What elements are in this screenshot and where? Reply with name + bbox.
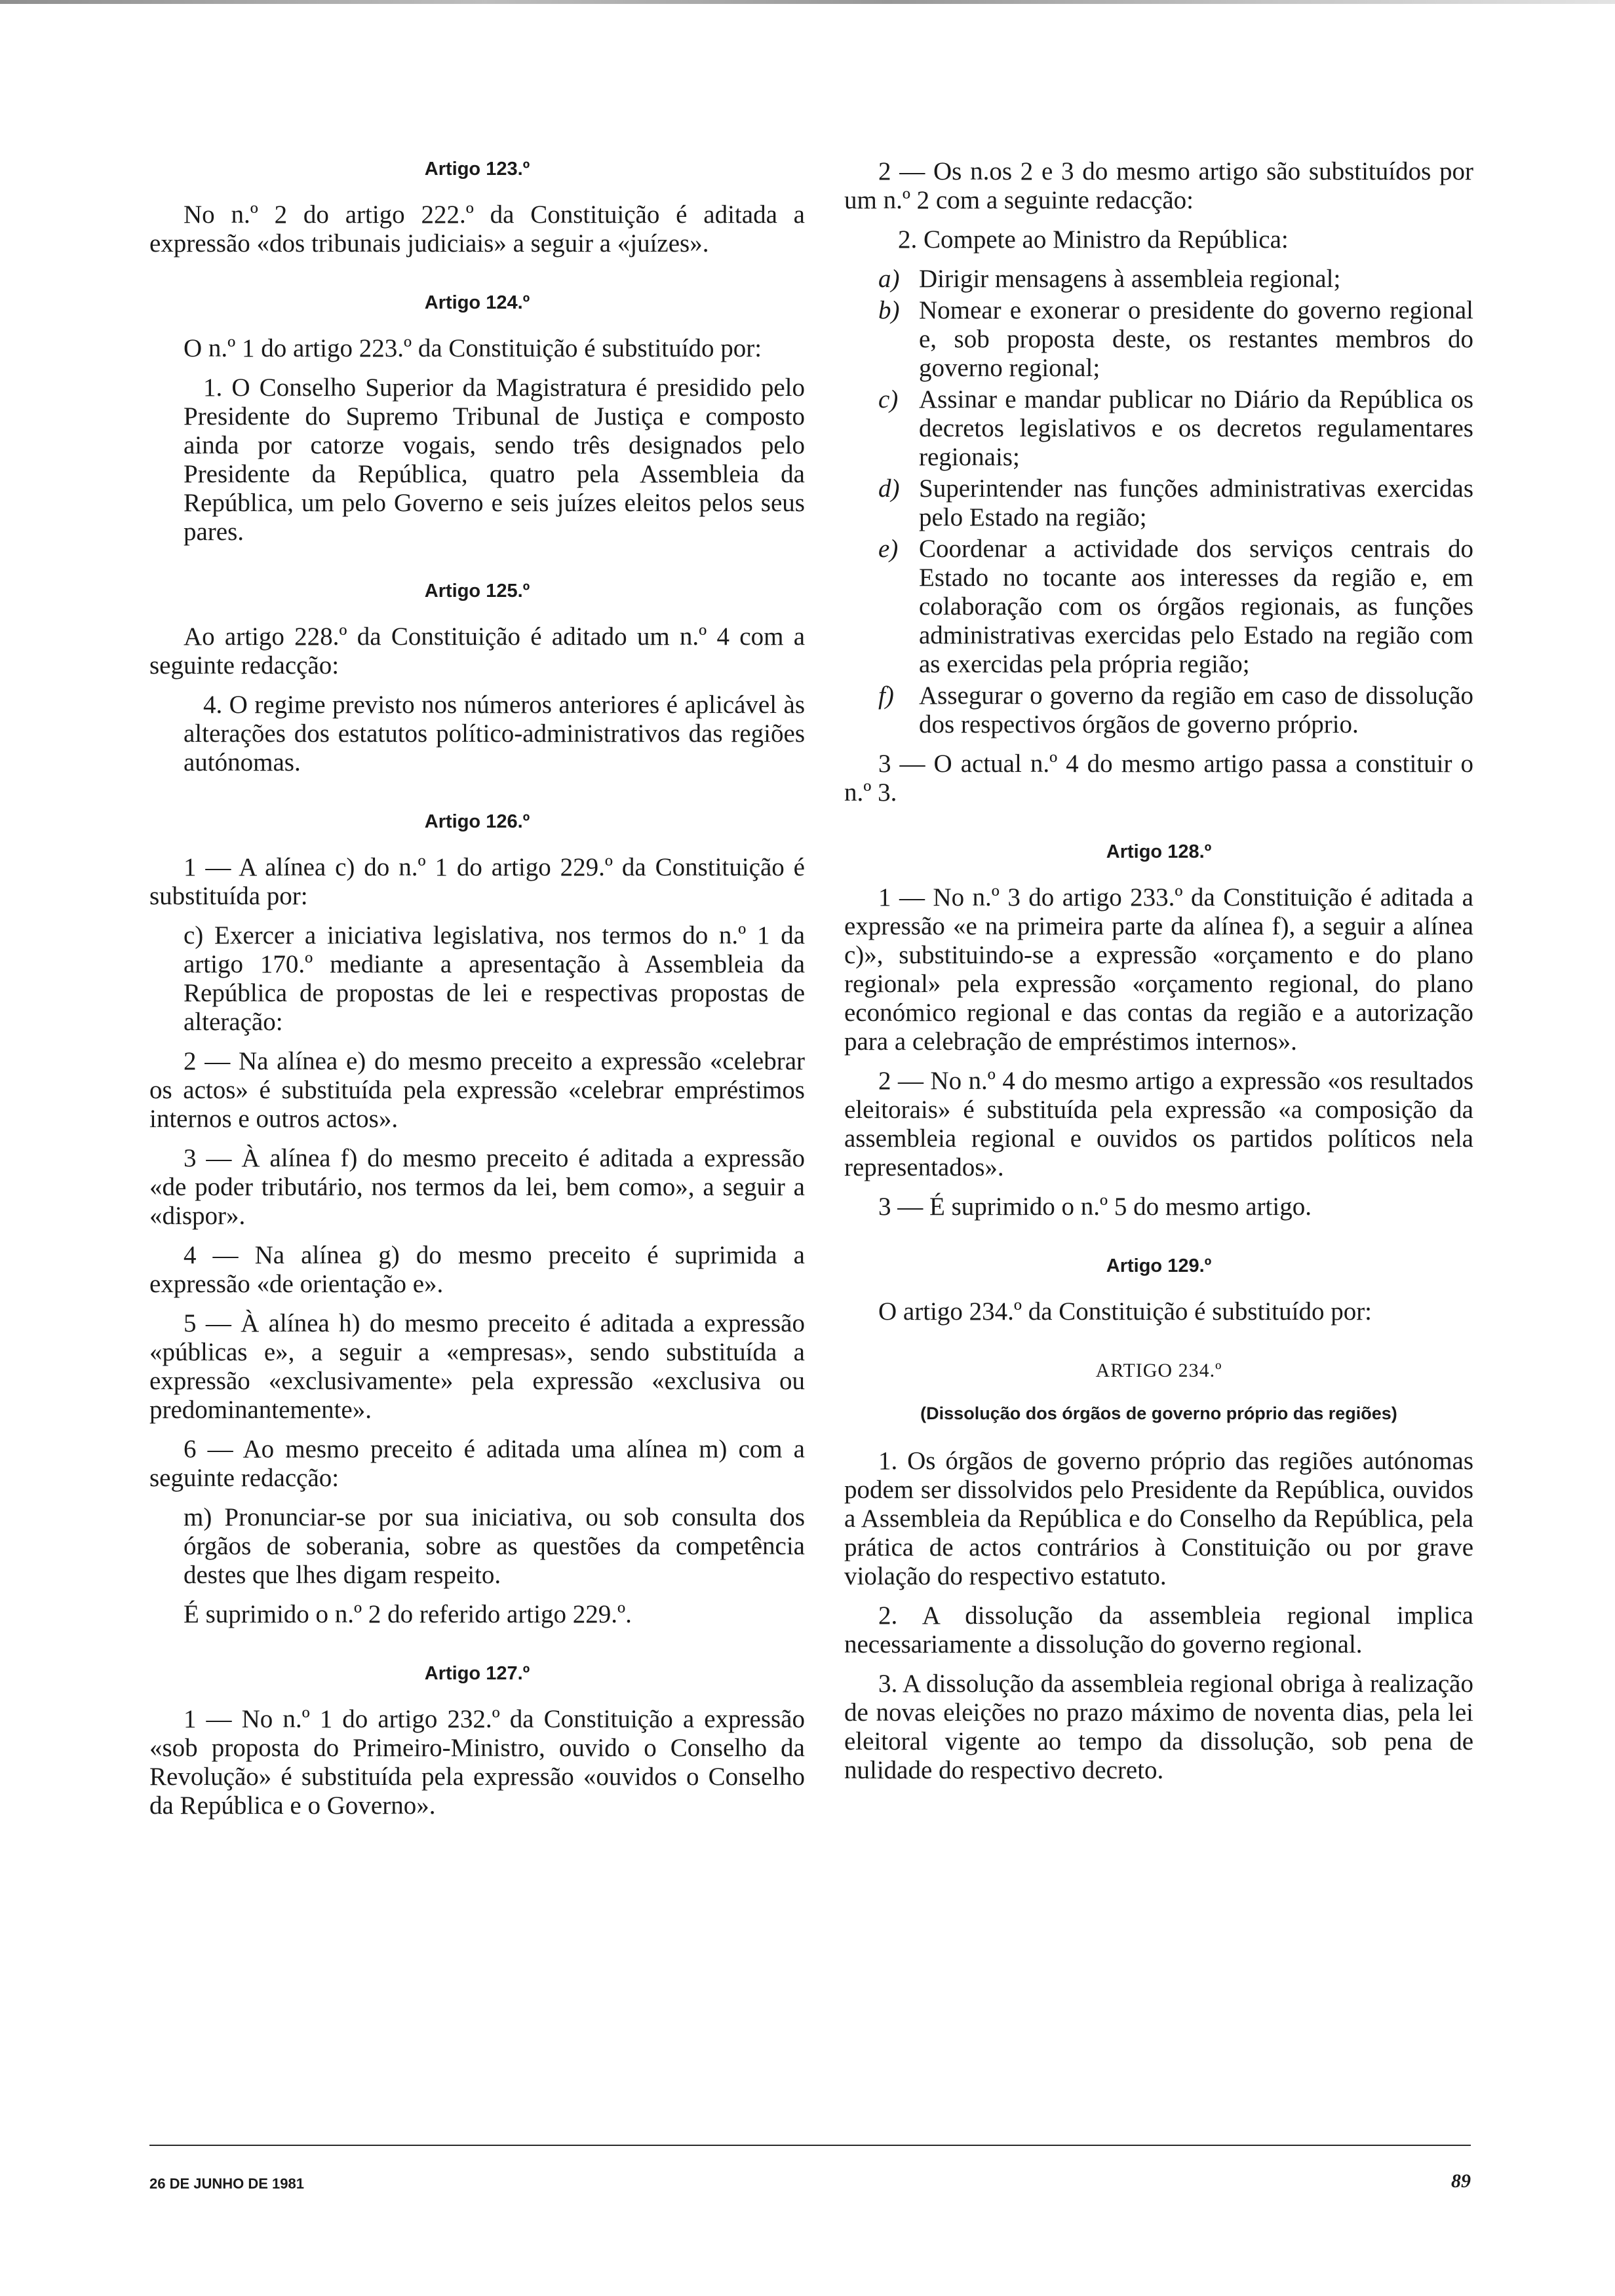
- list-item: d) Superintender nas funções administrativas exercidas pelo Estado na região;: [878, 474, 1473, 531]
- paragraph: 4 — Na alínea g) do mesmo preceito é suprimida a expressão «de orientação e».: [149, 1241, 805, 1298]
- paragraph: 2 — No n.º 4 do mesmo artigo a expressão «os resultados eleitorais» é substituída pela expressão «a composição da assembleia regional e ouvidos os partidos políticos nela representados».: [844, 1067, 1473, 1181]
- paragraph: 6 — Ao mesmo preceito é aditada uma alínea m) com a seguinte redacção:: [149, 1435, 805, 1492]
- constitution-article-heading: ARTIGO 234.º: [1095, 1360, 1222, 1381]
- article-subheading: (Dissolução dos órgãos de governo próprio das regiões): [920, 1404, 1397, 1423]
- left-column: [149, 157, 805, 1831]
- paragraph: Ao artigo 228.º da Constituição é aditado um n.º 4 com a seguinte redacção:: [149, 622, 805, 679]
- scan-top-edge: [0, 0, 1615, 4]
- list-item: c) Assinar e mandar publicar no Diário da República os decretos legislativos e os decretos regulamentares regionais;: [878, 385, 1473, 471]
- paragraph: O n.º 1 do artigo 223.º da Constituição é substituído por:: [184, 334, 762, 362]
- list-item: b) Nomear e exonerar o presidente do governo regional e, sob proposta deste, os restantes membros do governo regional;: [878, 296, 1473, 382]
- article-heading: Artigo 127.º: [424, 1663, 530, 1684]
- quoted-text: 4. O regime previsto nos números anteriores é aplicável às alterações dos estatutos político-administrativos das regiões autónomas.: [184, 691, 805, 776]
- article-heading: Artigo 123.º: [424, 159, 530, 180]
- paragraph: 5 — À alínea h) do mesmo preceito é aditada a expressão «públicas e», a seguir a «empresas», sendo substituída a expressão «exclusivamente» pela expressão «exclusiva ou predominantemente».: [149, 1309, 805, 1424]
- paragraph: 2. A dissolução da assembleia regional implica necessariamente a dissolução do governo regional.: [844, 1601, 1473, 1658]
- paragraph: 1 — No n.º 3 do artigo 233.º da Constituição é aditada a expressão «e na primeira parte da alínea f), a seguir a alínea c)», substituindo-se a expressão «orçamento e do plano regional» pela expressão «orçamento regional, do plano económico regional e das contas da região e a autorização para a celebração de empréstimos internos».: [844, 883, 1473, 1056]
- quoted-text: 1. O Conselho Superior da Magistratura é presidido pelo Presidente do Supremo Tribunal de Justiça e composto ainda por catorze vogais, sendo três designados pelo Presidente da República, quatro pela Assembleia da República, um pelo Governo e seis juízes eleitos pelos seus pares.: [184, 373, 805, 546]
- article-heading: Artigo 129.º: [1106, 1255, 1212, 1276]
- list-item: f) Assegurar o governo da região em caso de dissolução dos respectivos órgãos de governo próprio.: [878, 681, 1473, 738]
- quoted-text: c) Exercer a iniciativa legislativa, nos termos do n.º 1 da artigo 170.º mediante a apresentação à Assembleia da República de propostas de lei e respectivas propostas de alteração:: [184, 921, 805, 1036]
- article-heading: Artigo 124.º: [424, 292, 530, 313]
- paragraph: 3 — O actual n.º 4 do mesmo artigo passa a constituir o n.º 3.: [844, 750, 1473, 807]
- paragraph: 1 — A alínea c) do n.º 1 do artigo 229.º da Constituição é substituída por:: [149, 853, 805, 910]
- item-list: [878, 265, 1473, 739]
- paragraph: 2 — Os n.os 2 e 3 do mesmo artigo são substituídos por um n.º 2 com a seguinte redacção:: [844, 157, 1473, 214]
- paragraph: 3. A dissolução da assembleia regional obriga à realização de novas eleições no prazo máximo de noventa dias, pela lei eleitoral vigente ao tempo da dissolução, sob pena de nulidade do respectivo decreto.: [844, 1670, 1473, 1784]
- list-item: a) Dirigir mensagens à assembleia regional;: [878, 265, 1341, 293]
- footer-rule: [149, 2145, 1471, 2146]
- quoted-text: m) Pronunciar-se por sua iniciativa, ou sob consulta dos órgãos de soberania, sobre as questões da competência destes que lhes digam respeito.: [184, 1503, 805, 1589]
- paragraph: O artigo 234.º da Constituição é substituído por:: [878, 1297, 1372, 1326]
- paragraph: 1 — No n.º 1 do artigo 232.º da Constituição a expressão «sob proposta do Primeiro-Ministro, ouvido o Conselho da Revolução» é substituída pela expressão «ouvidos o Conselho da República e o Governo».: [149, 1705, 805, 1820]
- article-heading: Artigo 128.º: [1106, 841, 1212, 862]
- paragraph: 3 — É suprimido o n.º 5 do mesmo artigo.: [878, 1193, 1312, 1221]
- paragraph: 3 — À alínea f) do mesmo preceito é aditada a expressão «de poder tributário, nos termos da lei, bem como», a seguir a «dispor».: [149, 1144, 805, 1230]
- paragraph: 2 — Na alínea e) do mesmo preceito a expressão «celebrar os actos» é substituída pela expressão «celebrar empréstimos internos e outros actos».: [149, 1047, 805, 1133]
- right-column: [844, 157, 1473, 1795]
- quoted-text: 2. Compete ao Ministro da República:: [898, 225, 1289, 254]
- page-number: 89: [1451, 2170, 1471, 2192]
- paragraph: É suprimido o n.º 2 do referido artigo 229.º.: [184, 1600, 632, 1628]
- paragraph: No n.º 2 do artigo 222.º da Constituição é aditada a expressão «dos tribunais judiciais» a seguir a «juízes».: [149, 201, 805, 258]
- list-item: e) Coordenar a actividade dos serviços centrais do Estado no tocante aos interesses da região e, em colaboração com os órgãos regionais, as funções administrativas exercidas pelo Estado na região com as exercidas pela própria região;: [878, 535, 1473, 678]
- article-heading: Artigo 125.º: [424, 581, 530, 602]
- paragraph: 1. Os órgãos de governo próprio das regiões autónomas podem ser dissolvidos pelo Presidente da República, ouvidos a Assembleia da República e do Conselho da República, pela prática de actos contrários à Constituição ou por grave violação do respectivo estatuto.: [844, 1447, 1473, 1590]
- article-heading: Artigo 126.º: [424, 811, 530, 832]
- footer-date: 26 DE JUNHO DE 1981: [149, 2175, 304, 2192]
